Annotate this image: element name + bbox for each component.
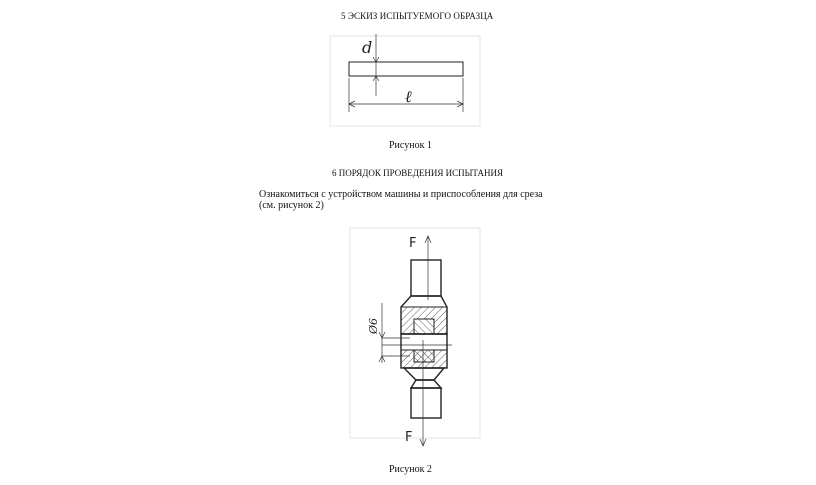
section-6-heading: 6 ПОРЯДОК ПРОВЕДЕНИЯ ИСПЫТАНИЯ	[332, 168, 503, 178]
sketch-ghost-frame	[330, 36, 480, 126]
bottom-force-label: F	[405, 430, 413, 445]
left-diameter-label: Ø6	[367, 317, 380, 334]
shear-fixture-drawing	[350, 228, 480, 446]
instruction-line-2: (см. рисунок 2)	[259, 200, 324, 211]
diameter-label: d	[362, 38, 373, 57]
lower-grip-shank	[411, 388, 441, 418]
lower-flare	[411, 380, 441, 388]
upper-insert	[414, 319, 434, 334]
top-force-label: F	[409, 236, 417, 251]
figure-1-caption: Рисунок 1	[389, 140, 432, 151]
lower-neck	[404, 368, 444, 380]
upper-grip-shank	[411, 260, 441, 296]
section-5-heading: 5 ЭСКИЗ ИСПЫТУЕМОГО ОБРАЗЦА	[341, 11, 494, 21]
length-label: ℓ	[405, 87, 412, 106]
specimen-sketch	[330, 34, 480, 126]
specimen-rod	[349, 62, 463, 76]
instruction-line-1: Ознакомиться с устройством машины и приспособления для среза	[259, 189, 543, 200]
figure-2-caption: Рисунок 2	[389, 464, 432, 475]
lower-insert	[414, 350, 434, 362]
